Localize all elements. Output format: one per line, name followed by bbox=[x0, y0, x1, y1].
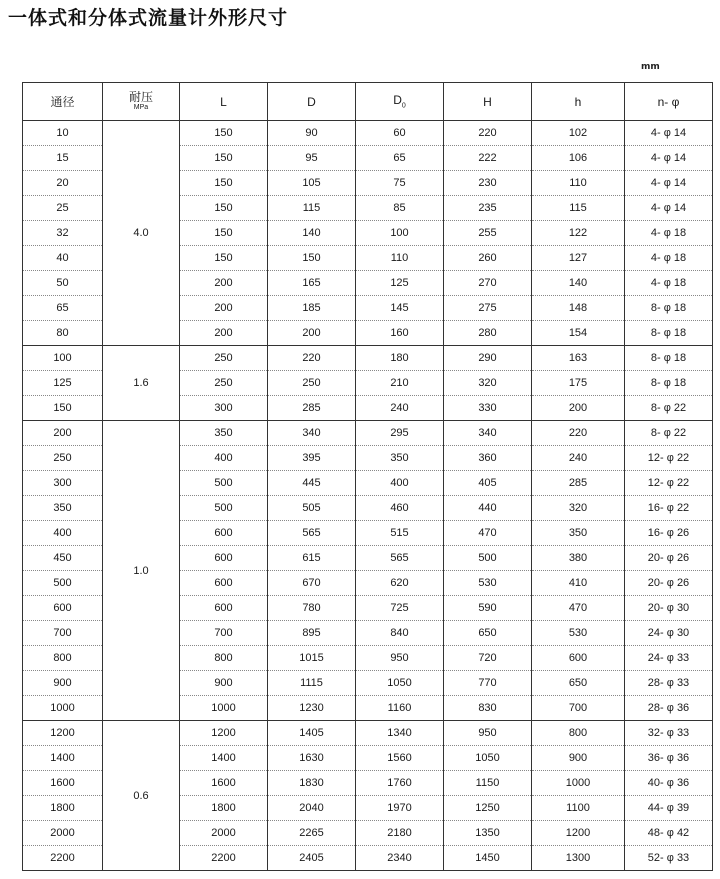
cell-n-phi: 40- φ 36 bbox=[625, 771, 713, 796]
cell-n-phi: 32- φ 33 bbox=[625, 721, 713, 746]
cell-n-phi: 8- φ 18 bbox=[625, 346, 713, 371]
cell-dn: 65 bbox=[23, 296, 103, 321]
cell-n-phi: 4- φ 14 bbox=[625, 196, 713, 221]
header-dn: 通径 bbox=[23, 83, 103, 121]
cell-D0: 1560 bbox=[356, 746, 444, 771]
cell-L: 900 bbox=[180, 671, 268, 696]
cell-D: 2040 bbox=[268, 796, 356, 821]
cell-D0: 85 bbox=[356, 196, 444, 221]
header-D0-main: D bbox=[393, 93, 402, 108]
cell-n-phi: 8- φ 18 bbox=[625, 296, 713, 321]
cell-H: 405 bbox=[444, 471, 532, 496]
header-D0-sub: 0 bbox=[401, 102, 406, 110]
cell-D: 395 bbox=[268, 446, 356, 471]
table-row bbox=[23, 421, 713, 446]
cell-H: 1150 bbox=[444, 771, 532, 796]
cell-n-phi: 4- φ 18 bbox=[625, 271, 713, 296]
cell-H: 222 bbox=[444, 146, 532, 171]
cell-h: 350 bbox=[532, 521, 625, 546]
cell-D: 1405 bbox=[268, 721, 356, 746]
cell-D: 185 bbox=[268, 296, 356, 321]
cell-H: 470 bbox=[444, 521, 532, 546]
cell-D: 250 bbox=[268, 371, 356, 396]
cell-D0: 125 bbox=[356, 271, 444, 296]
cell-D: 285 bbox=[268, 396, 356, 421]
cell-n-phi: 28- φ 36 bbox=[625, 696, 713, 721]
cell-dn: 900 bbox=[23, 671, 103, 696]
table-row bbox=[23, 121, 713, 146]
cell-h: 1000 bbox=[532, 771, 625, 796]
cell-dn: 600 bbox=[23, 596, 103, 621]
cell-D: 1830 bbox=[268, 771, 356, 796]
cell-n-phi: 8- φ 22 bbox=[625, 396, 713, 421]
cell-D0: 400 bbox=[356, 471, 444, 496]
cell-dn: 300 bbox=[23, 471, 103, 496]
cell-h: 1200 bbox=[532, 821, 625, 846]
cell-D: 565 bbox=[268, 521, 356, 546]
cell-D0: 515 bbox=[356, 521, 444, 546]
cell-D: 670 bbox=[268, 571, 356, 596]
cell-dn: 2200 bbox=[23, 846, 103, 871]
cell-dn: 350 bbox=[23, 496, 103, 521]
cell-dn: 10 bbox=[23, 121, 103, 146]
cell-D: 2405 bbox=[268, 846, 356, 871]
cell-h: 122 bbox=[532, 221, 625, 246]
cell-H: 770 bbox=[444, 671, 532, 696]
cell-dn: 250 bbox=[23, 446, 103, 471]
cell-h: 240 bbox=[532, 446, 625, 471]
cell-L: 600 bbox=[180, 521, 268, 546]
cell-H: 275 bbox=[444, 296, 532, 321]
cell-L: 600 bbox=[180, 571, 268, 596]
cell-L: 1000 bbox=[180, 696, 268, 721]
cell-D: 90 bbox=[268, 121, 356, 146]
cell-H: 720 bbox=[444, 646, 532, 671]
cell-L: 350 bbox=[180, 421, 268, 446]
cell-D0: 620 bbox=[356, 571, 444, 596]
cell-n-phi: 4- φ 14 bbox=[625, 171, 713, 196]
cell-dn: 40 bbox=[23, 246, 103, 271]
cell-dn: 1000 bbox=[23, 696, 103, 721]
cell-D0: 110 bbox=[356, 246, 444, 271]
cell-H: 320 bbox=[444, 371, 532, 396]
cell-h: 285 bbox=[532, 471, 625, 496]
cell-D0: 350 bbox=[356, 446, 444, 471]
cell-h: 110 bbox=[532, 171, 625, 196]
cell-H: 360 bbox=[444, 446, 532, 471]
cell-L: 700 bbox=[180, 621, 268, 646]
cell-dn: 1800 bbox=[23, 796, 103, 821]
cell-D: 220 bbox=[268, 346, 356, 371]
cell-h: 380 bbox=[532, 546, 625, 571]
cell-dn: 100 bbox=[23, 346, 103, 371]
cell-L: 150 bbox=[180, 196, 268, 221]
cell-dn: 25 bbox=[23, 196, 103, 221]
cell-pressure: 1.0 bbox=[103, 421, 180, 721]
cell-H: 1350 bbox=[444, 821, 532, 846]
cell-L: 150 bbox=[180, 246, 268, 271]
cell-dn: 800 bbox=[23, 646, 103, 671]
cell-n-phi: 24- φ 30 bbox=[625, 621, 713, 646]
cell-D: 445 bbox=[268, 471, 356, 496]
cell-D0: 295 bbox=[356, 421, 444, 446]
cell-H: 340 bbox=[444, 421, 532, 446]
cell-h: 175 bbox=[532, 371, 625, 396]
cell-n-phi: 8- φ 22 bbox=[625, 421, 713, 446]
cell-h: 115 bbox=[532, 196, 625, 221]
cell-dn: 125 bbox=[23, 371, 103, 396]
header-pressure-label: 耐压 bbox=[128, 90, 153, 104]
cell-L: 600 bbox=[180, 546, 268, 571]
cell-L: 1600 bbox=[180, 771, 268, 796]
cell-dn: 500 bbox=[23, 571, 103, 596]
cell-D0: 60 bbox=[356, 121, 444, 146]
cell-L: 400 bbox=[180, 446, 268, 471]
cell-dn: 200 bbox=[23, 421, 103, 446]
cell-dn: 20 bbox=[23, 171, 103, 196]
cell-L: 800 bbox=[180, 646, 268, 671]
cell-L: 250 bbox=[180, 346, 268, 371]
cell-h: 700 bbox=[532, 696, 625, 721]
table-row bbox=[23, 721, 713, 746]
cell-D0: 210 bbox=[356, 371, 444, 396]
cell-n-phi: 4- φ 14 bbox=[625, 146, 713, 171]
cell-h: 200 bbox=[532, 396, 625, 421]
cell-L: 150 bbox=[180, 171, 268, 196]
cell-D0: 1160 bbox=[356, 696, 444, 721]
cell-dn: 700 bbox=[23, 621, 103, 646]
cell-n-phi: 20- φ 30 bbox=[625, 596, 713, 621]
cell-n-phi: 4- φ 14 bbox=[625, 121, 713, 146]
cell-L: 150 bbox=[180, 221, 268, 246]
cell-h: 140 bbox=[532, 271, 625, 296]
cell-n-phi: 4- φ 18 bbox=[625, 246, 713, 271]
cell-D0: 2180 bbox=[356, 821, 444, 846]
header-h: h bbox=[532, 83, 625, 121]
cell-dn: 1600 bbox=[23, 771, 103, 796]
cell-L: 500 bbox=[180, 496, 268, 521]
cell-n-phi: 20- φ 26 bbox=[625, 546, 713, 571]
cell-L: 150 bbox=[180, 121, 268, 146]
cell-D: 780 bbox=[268, 596, 356, 621]
cell-D0: 180 bbox=[356, 346, 444, 371]
cell-H: 500 bbox=[444, 546, 532, 571]
cell-H: 220 bbox=[444, 121, 532, 146]
cell-dn: 1200 bbox=[23, 721, 103, 746]
cell-dn: 15 bbox=[23, 146, 103, 171]
cell-D: 505 bbox=[268, 496, 356, 521]
cell-D0: 1760 bbox=[356, 771, 444, 796]
page-title: 一体式和分体式流量计外形尺寸 bbox=[8, 7, 289, 29]
header-pressure-unit: MPa bbox=[133, 104, 149, 111]
cell-dn: 1400 bbox=[23, 746, 103, 771]
cell-D0: 460 bbox=[356, 496, 444, 521]
cell-D: 115 bbox=[268, 196, 356, 221]
cell-H: 530 bbox=[444, 571, 532, 596]
cell-h: 470 bbox=[532, 596, 625, 621]
cell-H: 260 bbox=[444, 246, 532, 271]
cell-D0: 100 bbox=[356, 221, 444, 246]
cell-H: 290 bbox=[444, 346, 532, 371]
cell-h: 320 bbox=[532, 496, 625, 521]
dimensions-table bbox=[22, 82, 713, 871]
cell-H: 255 bbox=[444, 221, 532, 246]
cell-D0: 950 bbox=[356, 646, 444, 671]
cell-h: 600 bbox=[532, 646, 625, 671]
cell-n-phi: 24- φ 33 bbox=[625, 646, 713, 671]
cell-h: 650 bbox=[532, 671, 625, 696]
cell-n-phi: 52- φ 33 bbox=[625, 846, 713, 871]
cell-D: 140 bbox=[268, 221, 356, 246]
table-body bbox=[23, 121, 713, 871]
cell-h: 1300 bbox=[532, 846, 625, 871]
cell-L: 200 bbox=[180, 271, 268, 296]
cell-D0: 75 bbox=[356, 171, 444, 196]
cell-H: 590 bbox=[444, 596, 532, 621]
cell-n-phi: 4- φ 18 bbox=[625, 221, 713, 246]
cell-n-phi: 36- φ 36 bbox=[625, 746, 713, 771]
cell-L: 1800 bbox=[180, 796, 268, 821]
cell-n-phi: 8- φ 18 bbox=[625, 321, 713, 346]
cell-dn: 450 bbox=[23, 546, 103, 571]
cell-H: 330 bbox=[444, 396, 532, 421]
cell-h: 148 bbox=[532, 296, 625, 321]
cell-H: 280 bbox=[444, 321, 532, 346]
cell-n-phi: 44- φ 39 bbox=[625, 796, 713, 821]
header-n-phi: n- φ bbox=[625, 83, 713, 121]
cell-L: 200 bbox=[180, 321, 268, 346]
cell-n-phi: 12- φ 22 bbox=[625, 471, 713, 496]
header-pressure bbox=[103, 83, 180, 121]
cell-pressure: 4.0 bbox=[103, 121, 180, 346]
cell-D0: 240 bbox=[356, 396, 444, 421]
cell-D: 2265 bbox=[268, 821, 356, 846]
cell-L: 2000 bbox=[180, 821, 268, 846]
cell-D0: 1970 bbox=[356, 796, 444, 821]
header-row bbox=[23, 83, 713, 121]
cell-L: 2200 bbox=[180, 846, 268, 871]
cell-D0: 725 bbox=[356, 596, 444, 621]
cell-H: 650 bbox=[444, 621, 532, 646]
cell-pressure: 1.6 bbox=[103, 346, 180, 421]
cell-dn: 400 bbox=[23, 521, 103, 546]
cell-D: 895 bbox=[268, 621, 356, 646]
cell-L: 1400 bbox=[180, 746, 268, 771]
cell-L: 250 bbox=[180, 371, 268, 396]
cell-L: 500 bbox=[180, 471, 268, 496]
header-D: D bbox=[268, 83, 356, 121]
cell-h: 163 bbox=[532, 346, 625, 371]
cell-H: 830 bbox=[444, 696, 532, 721]
cell-n-phi: 12- φ 22 bbox=[625, 446, 713, 471]
cell-L: 1200 bbox=[180, 721, 268, 746]
cell-D0: 565 bbox=[356, 546, 444, 571]
cell-n-phi: 48- φ 42 bbox=[625, 821, 713, 846]
cell-H: 1250 bbox=[444, 796, 532, 821]
cell-L: 600 bbox=[180, 596, 268, 621]
cell-h: 106 bbox=[532, 146, 625, 171]
cell-h: 127 bbox=[532, 246, 625, 271]
cell-H: 950 bbox=[444, 721, 532, 746]
cell-L: 300 bbox=[180, 396, 268, 421]
cell-n-phi: 20- φ 26 bbox=[625, 571, 713, 596]
header-L: L bbox=[180, 83, 268, 121]
unit-label: mm bbox=[641, 62, 660, 72]
header-H: H bbox=[444, 83, 532, 121]
cell-h: 530 bbox=[532, 621, 625, 646]
cell-n-phi: 28- φ 33 bbox=[625, 671, 713, 696]
cell-D: 105 bbox=[268, 171, 356, 196]
cell-D: 340 bbox=[268, 421, 356, 446]
cell-D: 1630 bbox=[268, 746, 356, 771]
cell-D: 165 bbox=[268, 271, 356, 296]
cell-n-phi: 16- φ 22 bbox=[625, 496, 713, 521]
cell-h: 800 bbox=[532, 721, 625, 746]
cell-h: 102 bbox=[532, 121, 625, 146]
cell-h: 220 bbox=[532, 421, 625, 446]
cell-dn: 32 bbox=[23, 221, 103, 246]
cell-h: 900 bbox=[532, 746, 625, 771]
cell-D0: 145 bbox=[356, 296, 444, 321]
cell-L: 200 bbox=[180, 296, 268, 321]
cell-dn: 80 bbox=[23, 321, 103, 346]
cell-D0: 840 bbox=[356, 621, 444, 646]
cell-L: 150 bbox=[180, 146, 268, 171]
cell-D: 150 bbox=[268, 246, 356, 271]
cell-D0: 65 bbox=[356, 146, 444, 171]
cell-D: 1015 bbox=[268, 646, 356, 671]
header-D0 bbox=[356, 83, 444, 121]
cell-H: 270 bbox=[444, 271, 532, 296]
cell-D: 1115 bbox=[268, 671, 356, 696]
cell-dn: 50 bbox=[23, 271, 103, 296]
cell-n-phi: 16- φ 26 bbox=[625, 521, 713, 546]
cell-h: 154 bbox=[532, 321, 625, 346]
cell-D0: 1050 bbox=[356, 671, 444, 696]
cell-D: 200 bbox=[268, 321, 356, 346]
cell-H: 1050 bbox=[444, 746, 532, 771]
cell-D: 95 bbox=[268, 146, 356, 171]
cell-H: 440 bbox=[444, 496, 532, 521]
cell-D0: 1340 bbox=[356, 721, 444, 746]
cell-n-phi: 8- φ 18 bbox=[625, 371, 713, 396]
cell-D: 615 bbox=[268, 546, 356, 571]
cell-H: 235 bbox=[444, 196, 532, 221]
cell-H: 230 bbox=[444, 171, 532, 196]
cell-D0: 160 bbox=[356, 321, 444, 346]
table-row bbox=[23, 346, 713, 371]
cell-D0: 2340 bbox=[356, 846, 444, 871]
cell-D: 1230 bbox=[268, 696, 356, 721]
cell-pressure: 0.6 bbox=[103, 721, 180, 871]
cell-dn: 150 bbox=[23, 396, 103, 421]
cell-H: 1450 bbox=[444, 846, 532, 871]
cell-h: 1100 bbox=[532, 796, 625, 821]
cell-dn: 2000 bbox=[23, 821, 103, 846]
cell-h: 410 bbox=[532, 571, 625, 596]
